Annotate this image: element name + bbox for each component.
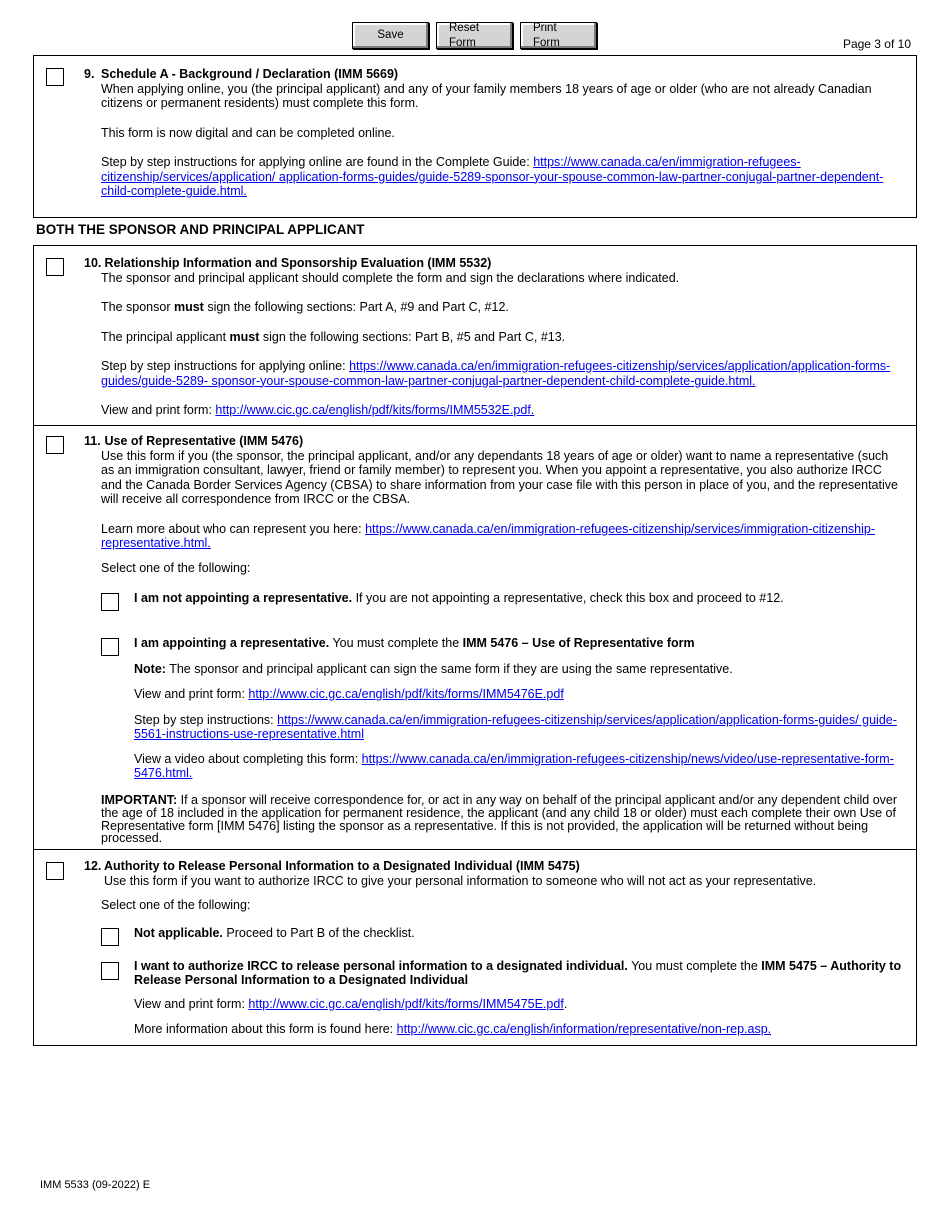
form-toolbar bbox=[352, 22, 597, 49]
reset-form-button[interactable]: Reset Form bbox=[436, 22, 513, 49]
item-9-para3: Step by step instructions for applying online are found in the Complete Guide: https://www.canada.ca/en/immigration-refugees-citizenship/services/application/ application-forms-guides/guide-5289-sponsor-your-spouse-common-law-partner-conjugal-partner-dependent-child-complete-guide.html. bbox=[101, 155, 884, 198]
item-11-option1: I am not appointing a representative. If you are not appointing a representative, check this box and proceed to #12. bbox=[134, 591, 784, 605]
item-9-para2: This form is now digital and can be completed online. bbox=[101, 125, 395, 140]
item-11-checkbox[interactable] bbox=[46, 436, 64, 454]
item-11-view: View and print form: http://www.cic.gc.ca/english/pdf/kits/forms/IMM5476E.pdf bbox=[134, 687, 564, 701]
item-10-para5: View and print form: http://www.cic.gc.ca/english/pdf/kits/forms/IMM5532E.pdf. bbox=[101, 403, 535, 417]
item-10-para1: The sponsor and principal applicant should complete the form and sign the declarations where indicated. bbox=[101, 270, 680, 285]
item-12-option2: I want to authorize IRCC to release personal information to a designated individual. You must complete the IMM 5475 – Authority to Release Personal Information to a Designated Individual View and print form: http://www.cic.gc.ca/english/pdf/kits/forms/IMM5475E.pdf. More information about this form is found here: http://www.cic.gc.ca/english/information/representative/non-rep.asp. bbox=[134, 959, 902, 1036]
item-9-para1: When applying online, you (the principal applicant) and any of your family members 18 years of age or older (who are not already Canadian citizens or permanent residents) must complete this form. bbox=[101, 81, 872, 110]
representative-info-link[interactable]: https://www.canada.ca/en/immigration-refugees-citizenship/services/immigration-citizenship-representative.html. bbox=[101, 521, 875, 550]
item-11-content bbox=[84, 434, 902, 575]
item-12-option1: Not applicable. Proceed to Part B of the checklist. bbox=[134, 926, 415, 940]
item-11-steps: Step by step instructions: https://www.canada.ca/en/immigration-refugees-citizenship/services/application/application-forms-guides/ guide-5561-instructions-use-representative.html bbox=[134, 712, 897, 741]
page-number: Page 3 of 10 bbox=[842, 37, 911, 51]
item-10-guide-link[interactable]: https://www.canada.ca/en/immigration-refugees-citizenship/services/application/application-forms-guides/guide-5289- sponsor-your-spouse-common-law-partner-conjugal-partner-dependent-child-complete-guide.html. bbox=[101, 359, 891, 388]
complete-guide-link[interactable]: https://www.canada.ca/en/immigration-refugees-citizenship/services/application/ application-forms-guides/guide-5289-sponsor-your-spouse-common-law-partner-conjugal-partner-dependent-child-complete-guide.html. bbox=[101, 155, 884, 198]
imm5532-form-link[interactable]: http://www.cic.gc.ca/english/pdf/kits/forms/IMM5532E.pdf. bbox=[215, 403, 535, 417]
divider-10-11 bbox=[34, 425, 916, 426]
item-12-heading: 12. Authority to Release Personal Information to a Designated Individual (IMM 5475) bbox=[84, 859, 580, 873]
item-11-para2: Learn more about who can represent you here: https://www.canada.ca/en/immigration-refugees-citizenship/services/immigration-citizenship-representative.html. bbox=[101, 521, 875, 550]
item-11-select: Select one of the following: bbox=[101, 560, 251, 575]
divider-11-12 bbox=[34, 849, 916, 850]
imm5476-video-link[interactable]: https://www.canada.ca/en/immigration-refugees-citizenship/news/video/use-representative-form-5476.html. bbox=[134, 751, 894, 780]
form-footer-code: IMM 5533 (09-2022) E bbox=[40, 1179, 151, 1191]
not-appointing-representative-checkbox[interactable] bbox=[101, 593, 119, 611]
item-11-para1: Use this form if you (the sponsor, the principal applicant, and/or any dependants 18 years of age or older) want to name a representative (such as an immigration consultant, lawyer, friend or family member) to represent you. When you appoint a representative, you also authorize IRCC and the Canada Border Services Agency (CBSA) to share information from your case file with this person in place of you, and the representative will receive all correspondence from IRCC or the CBSA. bbox=[101, 448, 898, 506]
imm5476-instructions-link[interactable]: https://www.canada.ca/en/immigration-refugees-citizenship/services/application/application-forms-guides/ guide-5561-instructions-use-representative.html bbox=[134, 712, 897, 741]
item-10-checkbox[interactable] bbox=[46, 258, 64, 276]
item-9-title: Schedule A - Background / Declaration (IMM 5669) bbox=[101, 67, 399, 81]
item-12-checkbox[interactable] bbox=[46, 862, 64, 880]
item-11-video: View a video about completing this form: https://www.canada.ca/en/immigration-refugees-citizenship/news/video/use-representative-form-5476.html. bbox=[134, 751, 894, 780]
item-10-para2: The sponsor must sign the following sections: Part A, #9 and Part C, #12. bbox=[101, 300, 509, 314]
save-button[interactable]: Save bbox=[352, 22, 429, 49]
item-10-para3: The principal applicant must sign the following sections: Part B, #5 and Part C, #13. bbox=[101, 329, 566, 344]
item-12-more: More information about this form is found here: http://www.cic.gc.ca/english/information/representative/non-rep.asp. bbox=[134, 1021, 772, 1036]
item-10-heading: 10. Relationship Information and Sponsorship Evaluation (IMM 5532) bbox=[84, 256, 492, 270]
imm5475-form-link[interactable]: http://www.cic.gc.ca/english/pdf/kits/forms/IMM5475E.pdf bbox=[248, 997, 564, 1011]
imm5476-form-link[interactable]: http://www.cic.gc.ca/english/pdf/kits/forms/IMM5476E.pdf bbox=[248, 687, 564, 701]
item-10-title: Relationship Information and Sponsorship Evaluation (IMM 5532) bbox=[104, 256, 492, 270]
items-10-12-box bbox=[33, 245, 917, 1046]
authorize-release-checkbox[interactable] bbox=[101, 962, 119, 980]
item-9-checkbox[interactable] bbox=[46, 68, 64, 86]
item-9-box bbox=[33, 55, 917, 218]
item-10-para4: Step by step instructions for applying online: https://www.canada.ca/en/immigration-refugees-citizenship/services/application/application-forms-guides/guide-5289- sponsor-your-spouse-common-law-partner-conjugal-partner-dependent-child-complete-guide.html. bbox=[101, 359, 891, 388]
item-12-view: View and print form: http://www.cic.gc.ca/english/pdf/kits/forms/IMM5475E.pdf. bbox=[134, 997, 568, 1011]
item-12-para1: Use this form if you want to authorize IRCC to give your personal information to someone who will not act as your representative. bbox=[104, 873, 817, 888]
non-rep-info-link[interactable]: http://www.cic.gc.ca/english/information/representative/non-rep.asp. bbox=[396, 1021, 772, 1036]
not-applicable-checkbox[interactable] bbox=[101, 928, 119, 946]
item-11-heading: 11. Use of Representative (IMM 5476) bbox=[84, 434, 304, 448]
print-form-button[interactable]: Print Form bbox=[520, 22, 597, 49]
appointing-representative-checkbox[interactable] bbox=[101, 638, 119, 656]
item-11-important: IMPORTANT: If a sponsor will receive correspondence for, or act in any way on behalf of the principal applicant and/or any dependent child over the age of 18 included in the application for permanent residence, the applicant (and any child 18 or older) must each complete their own Use of Representative form [IMM 5476] listing the sponsor as a representative. If this is not provided, the application will be returned without being processed. bbox=[101, 793, 898, 846]
item-11-note: Note: The sponsor and principal applicant can sign the same form if they are using the same representative. bbox=[134, 661, 733, 676]
item-10-content bbox=[84, 256, 902, 418]
item-9-heading: 9. Schedule A - Background / Declaration (IMM 5669) bbox=[84, 67, 399, 81]
item-11-title: Use of Representative (IMM 5476) bbox=[104, 434, 304, 448]
item-12-content bbox=[84, 859, 902, 913]
item-11-option2: I am appointing a representative. You must complete the IMM 5476 – Use of Representative form Note: The sponsor and principal applicant can sign the same form if they are using the same representative. View and print form: http://www.cic.gc.ca/english/pdf/kits/forms/IMM5476E.pdf Step by step instructions: https://www.canada.ca/en/immigration-refugees-citizenship/services/application/application-forms-guides/ guide-5561-instructions-use-representative.html View a video about completing this form: https://www.canada.ca/en/immigration-refugees-citizenship/news/video/use-representative-form-5476.html. bbox=[134, 636, 902, 781]
section-heading: BOTH THE SPONSOR AND PRINCIPAL APPLICANT bbox=[36, 222, 365, 237]
item-12-title: Authority to Release Personal Information to a Designated Individual (IMM 5475) bbox=[104, 859, 580, 873]
item-12-select: Select one of the following: bbox=[101, 898, 251, 912]
item-9-content bbox=[84, 67, 902, 199]
